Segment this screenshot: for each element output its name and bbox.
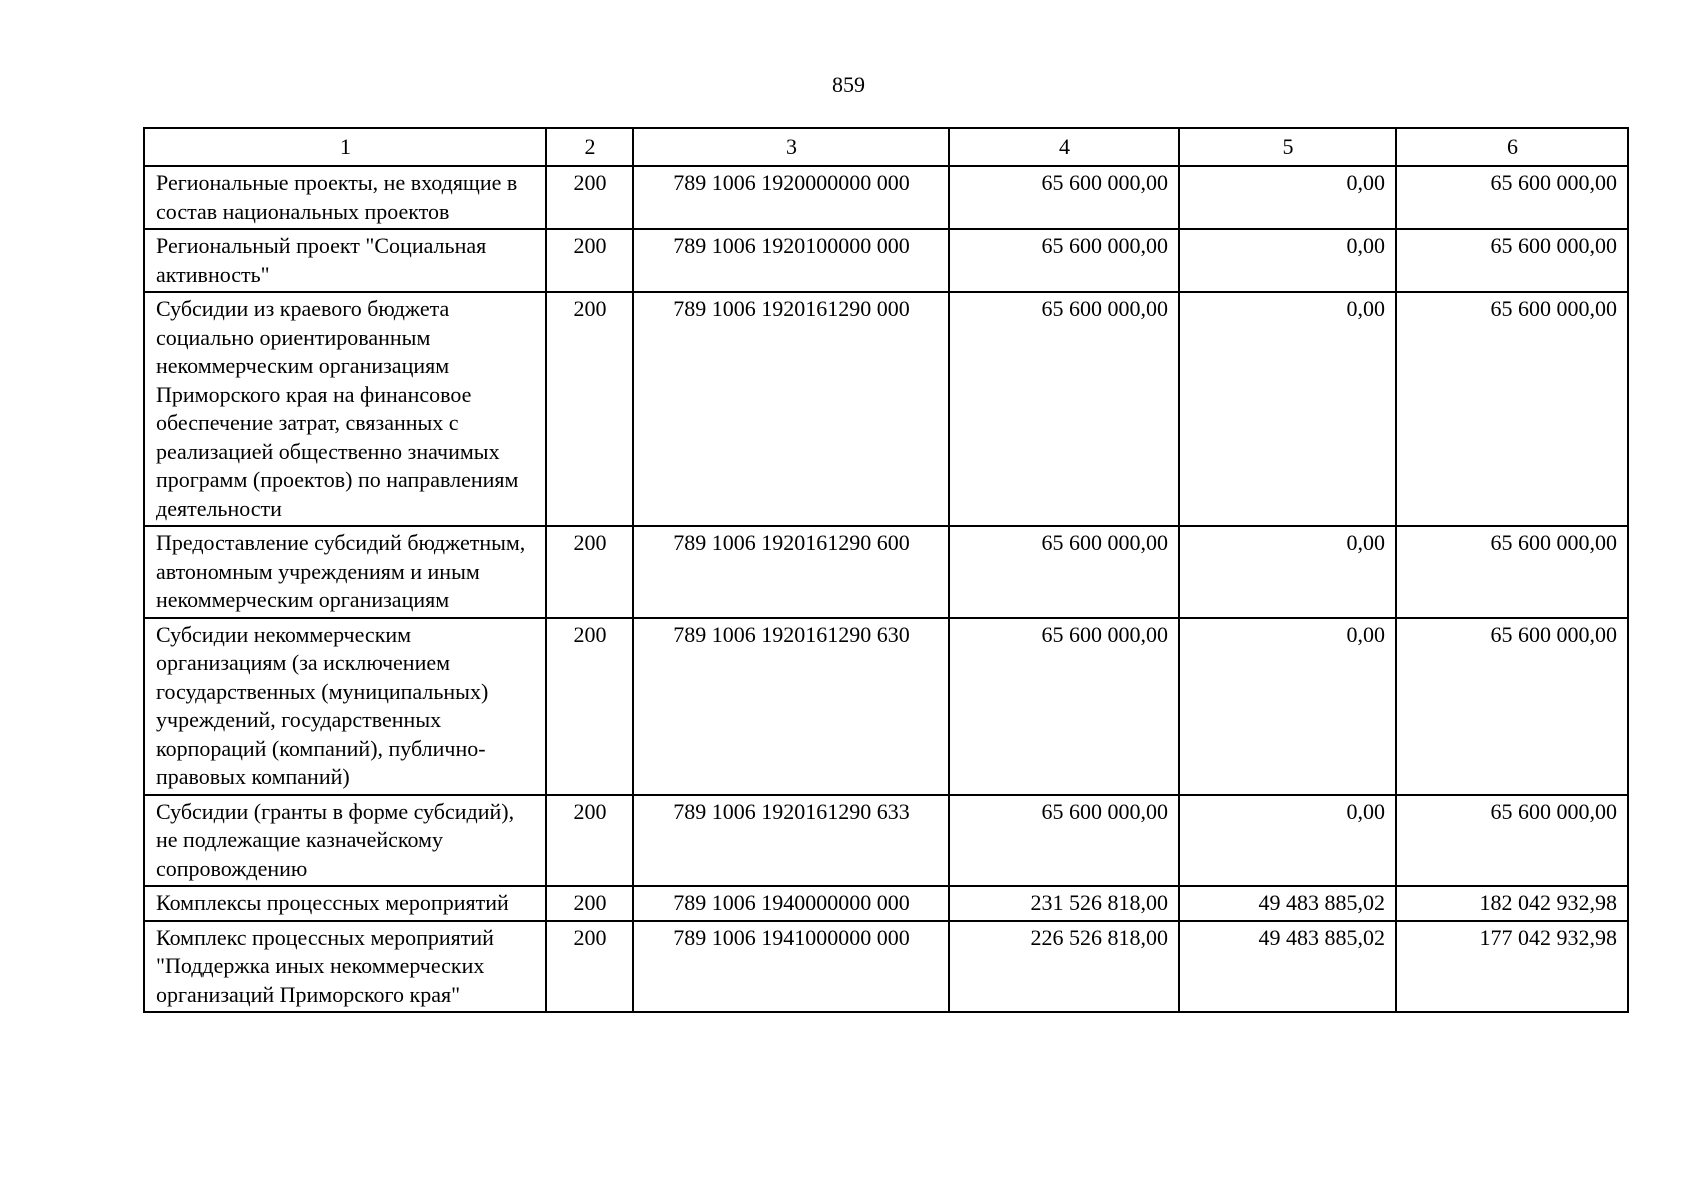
table-row: [144, 526, 1628, 618]
table-row: [144, 292, 1628, 526]
row-col6: 65 600 000,00: [1396, 166, 1628, 229]
row-col4: 231 526 818,00: [949, 886, 1179, 921]
row-name: Субсидии некоммерческим организациям (за исключением государственных (муниципальных) учреждений, государственных корпораций (компаний), публично-правовых компаний): [144, 618, 546, 795]
table-header-row: [144, 128, 1628, 166]
row-col5: 0,00: [1179, 795, 1396, 887]
row-col4: 65 600 000,00: [949, 229, 1179, 292]
row-col6: 182 042 932,98: [1396, 886, 1628, 921]
table-row: [144, 618, 1628, 795]
column-header-3: 3: [633, 128, 949, 166]
row-col5: 0,00: [1179, 618, 1396, 795]
row-name: Субсидии (гранты в форме субсидий), не подлежащие казначейскому сопровождению: [144, 795, 546, 887]
column-header-1: 1: [144, 128, 546, 166]
column-header-4: 4: [949, 128, 1179, 166]
row-col5: 0,00: [1179, 292, 1396, 526]
row-code: 200: [546, 292, 633, 526]
row-col5: 0,00: [1179, 526, 1396, 618]
row-col4: 226 526 818,00: [949, 921, 1179, 1013]
row-kbk: 789 1006 1941000000 000: [633, 921, 949, 1013]
row-code: 200: [546, 618, 633, 795]
row-code: 200: [546, 229, 633, 292]
row-col6: 65 600 000,00: [1396, 526, 1628, 618]
budget-table: [143, 127, 1629, 1013]
row-code: 200: [546, 921, 633, 1013]
row-name: Комплекс процессных мероприятий "Поддержка иных некоммерческих организаций Приморского края": [144, 921, 546, 1013]
table-row: [144, 229, 1628, 292]
row-code: 200: [546, 166, 633, 229]
column-header-5: 5: [1179, 128, 1396, 166]
row-col6: 65 600 000,00: [1396, 795, 1628, 887]
row-kbk: 789 1006 1920161290 633: [633, 795, 949, 887]
row-name: Региональные проекты, не входящие в состав национальных проектов: [144, 166, 546, 229]
row-code: 200: [546, 795, 633, 887]
row-name: Региональный проект "Социальная активность": [144, 229, 546, 292]
column-header-2: 2: [546, 128, 633, 166]
row-kbk: 789 1006 1920000000 000: [633, 166, 949, 229]
table-row: [144, 886, 1628, 921]
row-col6: 177 042 932,98: [1396, 921, 1628, 1013]
table-row: [144, 166, 1628, 229]
row-col4: 65 600 000,00: [949, 526, 1179, 618]
row-kbk: 789 1006 1920161290 000: [633, 292, 949, 526]
row-col4: 65 600 000,00: [949, 292, 1179, 526]
row-col6: 65 600 000,00: [1396, 229, 1628, 292]
table-row: [144, 795, 1628, 887]
row-kbk: 789 1006 1920161290 630: [633, 618, 949, 795]
row-kbk: 789 1006 1920100000 000: [633, 229, 949, 292]
row-col6: 65 600 000,00: [1396, 618, 1628, 795]
row-col6: 65 600 000,00: [1396, 292, 1628, 526]
row-col5: 49 483 885,02: [1179, 886, 1396, 921]
page-number: 859: [832, 72, 865, 97]
row-col5: 0,00: [1179, 229, 1396, 292]
row-name: Комплексы процессных мероприятий: [144, 886, 546, 921]
column-header-6: 6: [1396, 128, 1628, 166]
row-kbk: 789 1006 1920161290 600: [633, 526, 949, 618]
row-code: 200: [546, 886, 633, 921]
row-col5: 0,00: [1179, 166, 1396, 229]
row-code: 200: [546, 526, 633, 618]
row-name: Субсидии из краевого бюджета социально ориентированным некоммерческим организациям Приморского края на финансовое обеспечение затрат, связанных с реализацией общественно значимых программ (проектов) по направлениям деятельности: [144, 292, 546, 526]
table-row: [144, 921, 1628, 1013]
row-name: Предоставление субсидий бюджетным, автономным учреждениям и иным некоммерческим организациям: [144, 526, 546, 618]
row-col4: 65 600 000,00: [949, 618, 1179, 795]
row-kbk: 789 1006 1940000000 000: [633, 886, 949, 921]
row-col5: 49 483 885,02: [1179, 921, 1396, 1013]
row-col4: 65 600 000,00: [949, 795, 1179, 887]
row-col4: 65 600 000,00: [949, 166, 1179, 229]
